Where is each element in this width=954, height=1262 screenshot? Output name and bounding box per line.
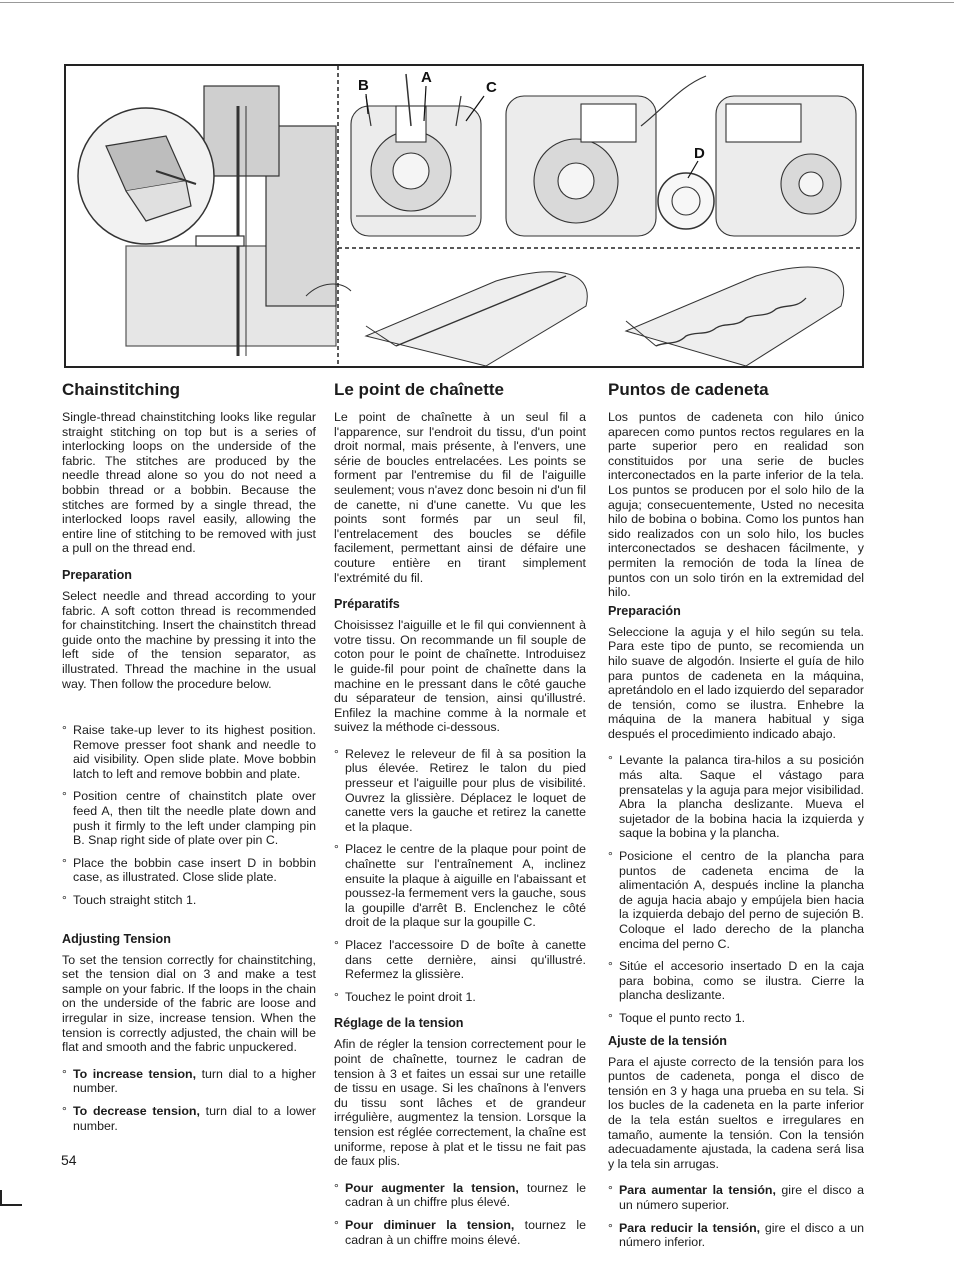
spanish-increase-item bbox=[608, 1183, 864, 1212]
thread-guide-drawing bbox=[78, 86, 351, 356]
spanish-tension-list bbox=[608, 1183, 864, 1249]
page-number: 54 bbox=[61, 1152, 77, 1168]
spanish-increase-text: gire el disco a un número superior. bbox=[619, 1183, 864, 1212]
french-increase-text: tournez le cadran à un chiffre plus élevé. bbox=[345, 1180, 587, 1210]
spanish-step: ° Sitúe el accesorio insertado D en la caja para bobina, como se ilustra. Cierre la plancha deslizante. bbox=[608, 959, 864, 1003]
french-column bbox=[334, 380, 586, 1259]
english-title: Chainstitching bbox=[62, 380, 181, 399]
french-tension-list bbox=[334, 1181, 586, 1247]
chainstitch-illustration bbox=[64, 64, 864, 368]
crop-mark bbox=[0, 1190, 22, 1206]
spanish-step: ° Toque el punto recto 1. bbox=[608, 1011, 864, 1026]
english-step: ° Position centre of chainstitch plate over feed A, then tilt the needle plate down and push it firmly to the left under clamping pin B. Snap right side of plate over pin C. bbox=[62, 789, 316, 847]
french-increase-item bbox=[334, 1181, 586, 1210]
illustration-drawing bbox=[66, 66, 862, 366]
spanish-tension-text: Para el ajuste correcto de la tensión para los puntos de cadeneta, ponga el disco de tensión en 3 y haga una prueba en su tela. Si los bucles de la cadeneta en la parte inferior de la tela están sueltos e irregulares en tamaño, aumente la tensión. Con la tensión adecuadamente ajustada, la cadena será lisa y la tela sin arrugas. bbox=[608, 1054, 864, 1171]
spanish-intro: Los puntos de cadeneta con hilo único aparecen como puntos rectos regulares en la parte superior pero en realidad son constituidos por una serie de bucles interconectados en la parte inferior de la tela. Los puntos se producen por el solo hilo de la aguja; consecuentemente, Usted no necesita hilo de bobina o bobina. Como los puntos han sido realizados con un solo hilo, los bucles interconectados se deshacen fácilmente, y permiten la remoción de toda la línea de puntos con un solo tirón en la extremidad del hilo. bbox=[608, 410, 864, 600]
english-increase-text: turn dial to a higher number. bbox=[73, 1066, 316, 1096]
bobbin-area-drawing-1 bbox=[351, 74, 481, 236]
english-column bbox=[62, 380, 316, 1145]
spanish-increase-label: Para aumentar la tensión, bbox=[619, 1183, 776, 1198]
spanish-tension-heading: Ajuste de la tensión bbox=[608, 1033, 727, 1048]
label-a: A bbox=[421, 69, 432, 86]
french-prep-heading: Préparatifs bbox=[334, 597, 400, 612]
english-step: ° Raise take-up lever to its highest position. Remove presser foot shank and needle to aid visibility. Open slide plate. Move bobbin latch to left and remove bobbin and plate. bbox=[62, 723, 316, 781]
french-decrease-text: tournez le cadran à un chiffre moins élevé. bbox=[345, 1217, 586, 1247]
spanish-step: ° Posicione el centro de la plancha para puntos de cadeneta encima de la alimentación A, después incline la plancha de aguja hacia abajo y empújela bien hacia la izquierda debajo del perno de sujeción B. Coloque el lado derecho de la plancha encima del perno C. bbox=[608, 849, 864, 951]
english-decrease-item bbox=[62, 1104, 316, 1133]
french-step: ° Placez l'accessoire D de boîte à canette dans cette dernière, ainsi qu'illustré. Refermez la glissière. bbox=[334, 938, 586, 982]
spanish-decrease-text: gire el disco a un número inferior. bbox=[619, 1220, 864, 1250]
english-tension-text: To set the tension correctly for chainstitching, set the tension dial on 3 and make a test sample on your fabric. If the loops in the chain on the underside of the fabric are loose and irregular in size, increase tension. When the tension is correctly adjusted, the chain will be flat and smooth and the fabric unpuckered. bbox=[62, 952, 316, 1055]
english-prep-text: Select needle and thread according to your fabric. A soft cotton thread is recommended for chainstitching. Insert the chainstitch thread guide onto the machine by pressing it into the left side of the tension separator, as illustrated. Thread the machine in the usual way. Then follow the procedure below. bbox=[62, 588, 316, 691]
english-decrease-text: turn dial to a lower number. bbox=[73, 1103, 316, 1133]
english-tension-list bbox=[62, 1067, 316, 1133]
french-title: Le point de chaînette bbox=[334, 380, 505, 399]
top-rule bbox=[0, 2, 954, 3]
french-intro: Le point de chaînette à un seul fil a l'apparence, sur l'endroit du tissu, d'un point droit normal, mais présente, à l'envers, une série de boucles entrelacées. Les points se forment par l'entremise du fil de l'aiguille seulement; vous n'avez donc besoin ni d'un fil de canette, ni d'une canette. Vu que les points sont formés par un seul fil, l'entrelacement des boucles se défile facilement, permettant ainsi de défaire une couture entière en tirant simplement l'extrémité du fil. bbox=[334, 410, 586, 585]
spanish-decrease-item bbox=[608, 1221, 864, 1250]
spanish-decrease-label: Para reducir la tensión, bbox=[619, 1220, 761, 1235]
french-decrease-label: Pour diminuer la tension, bbox=[345, 1217, 515, 1232]
english-increase-item bbox=[62, 1067, 316, 1096]
french-step: ° Relevez le releveur de fil à sa position la plus élevée. Retirez le talon du pied presseur et l'aiguille pour plus de visibilité. Ouvrez la glissière. Déplacez le loquet de canette vers la gauche et retirez la canette et la plaque. bbox=[334, 747, 586, 835]
english-step: ° Touch straight stitch 1. bbox=[62, 893, 316, 908]
label-b: B bbox=[358, 77, 369, 94]
french-steps bbox=[334, 747, 586, 1005]
spanish-column bbox=[608, 380, 864, 1262]
stitch-sample-underside-drawing bbox=[626, 267, 844, 366]
spanish-step: ° Levante la palanca tira-hilos a su posición más alta. Saque el vástago para prensatelas y la aguja para mejor visibilidad. Abra la plancha deslizante. Mueva el sujetador de la bobina hacia la izquierda y saque la bobina y la plancha. bbox=[608, 753, 864, 841]
french-decrease-item bbox=[334, 1218, 586, 1247]
french-prep-text: Choisissez l'aiguille et le fil qui conviennent à votre tissu. On recommande un fil souple de coton pour le point de chaînette. Introduisez le guide-fil pour point de chaînette dans la machine en le pressant dans le côté gauche du séparateur de tension, ainsi qu'illustré. Enfilez la machine comme à la normale et suivez la méthode ci-dessous. bbox=[334, 618, 586, 735]
english-tension-heading: Adjusting Tension bbox=[62, 931, 171, 946]
english-prep-heading: Preparation bbox=[62, 567, 132, 582]
bobbin-area-drawing-2 bbox=[506, 76, 714, 236]
english-step: ° Place the bobbin case insert D in bobbin case, as illustrated. Close slide plate. bbox=[62, 856, 316, 885]
spanish-title: Puntos de cadeneta bbox=[608, 380, 769, 399]
english-intro: Single-thread chainstitching looks like regular straight stitching on top but is a series of interlocking loops on the underside of the fabric. The stitches are produced by the needle thread alone so you do not need a bobbin thread or a bobbin. Because the stitches are formed by a single thread, the interlocked loops ravel easily, allowing the entire line of stitching to be removed with just a pull on the thread end. bbox=[62, 410, 316, 556]
english-decrease-label: To decrease tension, bbox=[73, 1103, 200, 1118]
spanish-prep-heading: Preparación bbox=[608, 603, 681, 618]
french-tension-heading: Réglage de la tension bbox=[334, 1016, 464, 1031]
label-d: D bbox=[694, 145, 705, 162]
english-increase-label: To increase tension, bbox=[73, 1066, 197, 1081]
spanish-prep-text: Seleccione la aguja y el hilo según su tela. Para este tipo de punto, se recomienda un hilo suave de algodón. Insierte el guía de hilo para puntos de cadeneta en la máquina, apretándolo en el lado izquierdo del separador de tensión, como se ilustra. Enhebre la máquina de la manera habitual y siga después el procedimiento indicado abajo. bbox=[608, 624, 864, 741]
french-step: ° Placez le centre de la plaque pour point de chaînette sur l'entraînement A, inclinez ensuite la plaque à aiguille en l'abaissant et poussez-la fermement vers la gauche, sous la goupille d'arrêt B. Enclenchez le côté droit de la plaque sur la goupille C. bbox=[334, 842, 586, 930]
bobbin-area-drawing-3 bbox=[716, 96, 856, 236]
french-step: ° Touchez le point droit 1. bbox=[334, 990, 586, 1005]
english-steps bbox=[62, 723, 316, 908]
spanish-steps bbox=[608, 753, 864, 1025]
french-increase-label: Pour augmenter la tension, bbox=[345, 1180, 519, 1195]
french-tension-text: Afin de régler la tension correctement pour le point de chaînette, tournez le cadran de tension à 3 et faites un essai sur une retaille de tissu en usage. Si les chaînons à l'envers du tissu sont lâches et de grandeur irrégulière, augmentez la tension. Lorsque la tension est réglée correctement, la chaîne est uniforme, repose à plat et le tissu ne fait pas de faux plis. bbox=[334, 1037, 586, 1169]
label-c: C bbox=[486, 79, 497, 96]
stitch-sample-top-drawing bbox=[366, 272, 587, 366]
